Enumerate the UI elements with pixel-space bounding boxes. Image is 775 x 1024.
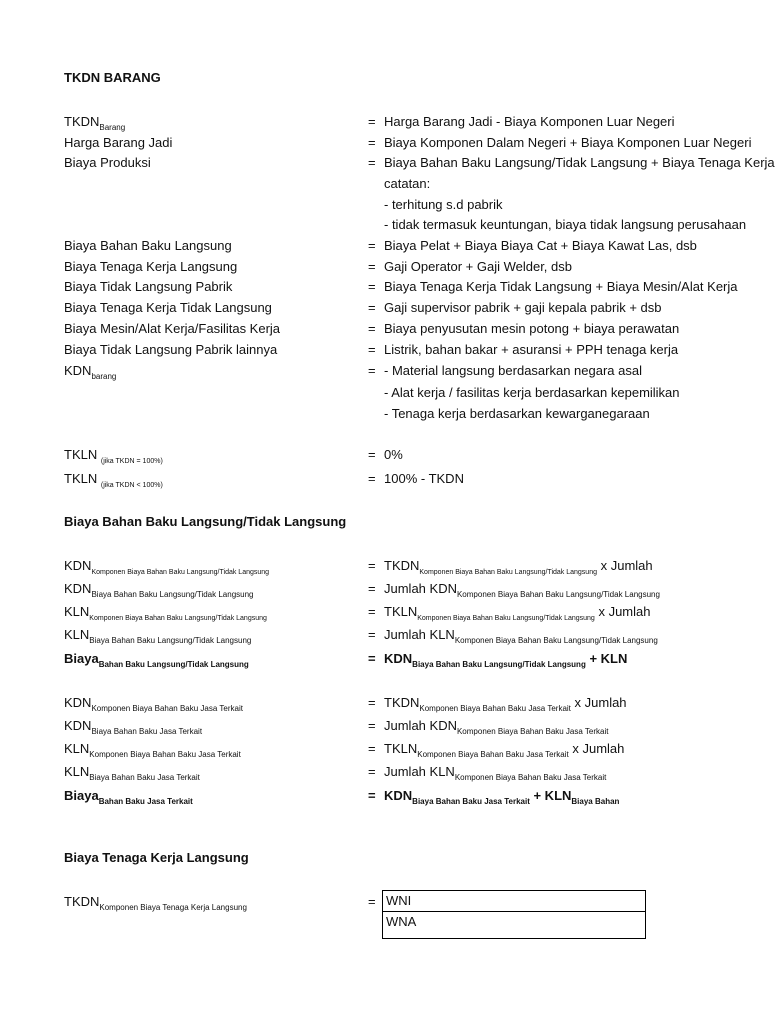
formula-row: $KDN_{Biaya Bahan Baku Langsung/Tidak Langsung}$ = Jumlah $KDN_{Komponen Biaya Bahan Baku Langsung/Tidak Langsung}$ <box>64 581 660 599</box>
row-tenaga-kerja-tidak-langsung: Biaya Tenaga Kerja Tidak Langsung = Gaji supervisor pabrik + gaji kepala pabrik + dsb <box>64 300 662 315</box>
formula-row: $KLN_{Komponen Biaya Bahan Baku Langsung/Tidak Langsung}$ = $TKLN_{Komponen Biaya Bahan Baku Langsung/Tidak Langsung}$ x Jumlah <box>64 604 651 622</box>
row-value: Biaya Bahan Baku Langsung/Tidak Langsung + Biaya Tenaga Kerja <box>384 155 775 170</box>
table-cell-wni: WNI <box>382 890 646 912</box>
equals-sign: = <box>368 155 376 170</box>
row-tkln-lt-100: TKLN $_{(jika TKDN < 100\%)}$ = 100% - TKDN <box>64 471 464 489</box>
row-harga-barang-jadi <box>0 133 752 153</box>
section-heading-tenaga-kerja: Biaya Tenaga Kerja Langsung <box>64 850 249 865</box>
note-line: catatan: <box>384 176 431 191</box>
doc-title: TKDN BARANG <box>64 70 161 85</box>
section-heading-bahan-baku: Biaya Bahan Baku Langsung/Tidak Langsung <box>64 514 347 529</box>
row-kdn-barang: $KDN_{barang}$ = - Material langsung berdasarkan negara asal <box>64 363 642 381</box>
formula-row: $KDN_{Komponen Biaya Bahan Baku Langsung/Tidak Langsung}$ = $TKDN_{Komponen Biaya Bahan Baku Langsung/Tidak Langsung}$ x Jumlah <box>64 558 653 576</box>
table-cell-wna: WNA <box>382 911 646 939</box>
row-biaya-produksi <box>0 153 775 173</box>
equals-sign: = <box>368 114 376 129</box>
row-mesin-alat-kerja: Biaya Mesin/Alat Kerja/Fasilitas Kerja = Biaya penyusutan mesin potong + biaya perawatan <box>64 321 680 336</box>
formula-row: $KDN_{Komponen Biaya Bahan Baku Jasa Terkait}$ = $TKDN_{Komponen Biaya Bahan Baku Jasa Terkait}$ x Jumlah <box>64 695 627 713</box>
row-bahan-baku-langsung: Biaya Bahan Baku Langsung = Biaya Pelat + Biaya Biaya Cat + Biaya Kawat Las, dsb <box>64 238 697 253</box>
row-tidak-langsung-pabrik: Biaya Tidak Langsung Pabrik = Biaya Tenaga Kerja Tidak Langsung + Biaya Mesin/Alat Kerja <box>64 279 738 294</box>
row-value: Biaya Komponen Dalam Negeri + Biaya Komponen Luar Negeri <box>384 135 752 150</box>
equals-sign: = <box>368 135 376 150</box>
formula-row: $KLN_{Biaya Bahan Baku Langsung/Tidak Langsung}$ = Jumlah $KLN_{Komponen Biaya Bahan Baku Langsung/Tidak Langsung}$ <box>64 627 658 645</box>
note-line: - tidak termasuk keuntungan, biaya tidak langsung perusahaan <box>384 217 747 232</box>
row-label: Harga Barang Jadi <box>64 135 173 150</box>
formula-row: $TKDN_{Komponen Biaya Tenaga Kerja Langsung}$ = <box>64 894 376 912</box>
kdn-value-line: - Alat kerja / fasilitas kerja berdasarkan kepemilikan <box>384 385 680 400</box>
row-tkln-100: TKLN $_{(jika TKDN = 100\%)}$ = 0% <box>64 447 403 465</box>
row-tidak-langsung-lainnya: Biaya Tidak Langsung Pabrik lainnya = Listrik, bahan bakar + asuransi + PPH tenaga kerja <box>64 342 679 357</box>
row-value: Harga Barang Jadi - Biaya Komponen Luar Negeri <box>384 114 675 129</box>
formula-total-row: Biaya$_{Bahan Baku Jasa Terkait}$ = $KDN_{Biaya Bahan Baku Jasa Terkait} + KLN_{Biaya Bahan}$ <box>64 788 620 806</box>
row-label: $TKDN_{Barang}$ <box>64 114 126 132</box>
row-tenaga-kerja-langsung: Biaya Tenaga Kerja Langsung = Gaji Operator + Gaji Welder, dsb <box>64 259 572 274</box>
row-tkdn-barang <box>0 112 675 132</box>
row-label: Biaya Produksi <box>64 155 151 170</box>
formula-row: $KDN_{Biaya Bahan Baku Jasa Terkait}$ = Jumlah $KDN_{Komponen Biaya Bahan Baku Jasa Terkait}$ <box>64 718 609 736</box>
formula-row: $KLN_{Biaya Bahan Baku Jasa Terkait}$ = Jumlah $KLN_{Komponen Biaya Bahan Baku Jasa Terkait}$ <box>64 764 607 782</box>
formula-total-row: Biaya$_{Bahan Baku Langsung/Tidak Langsung}$ = $KDN_{Biaya Bahan Baku Langsung/Tidak Langsung}$ + KLN <box>64 651 628 669</box>
formula-row: $KLN_{Komponen Biaya Bahan Baku Jasa Terkait}$ = $TKLN_{Komponen Biaya Bahan Baku Jasa Terkait}$ x Jumlah <box>64 741 625 759</box>
kdn-value-line: - Tenaga kerja berdasarkan kewarganegaraan <box>384 406 650 421</box>
note-line: - terhitung s.d pabrik <box>384 197 503 212</box>
